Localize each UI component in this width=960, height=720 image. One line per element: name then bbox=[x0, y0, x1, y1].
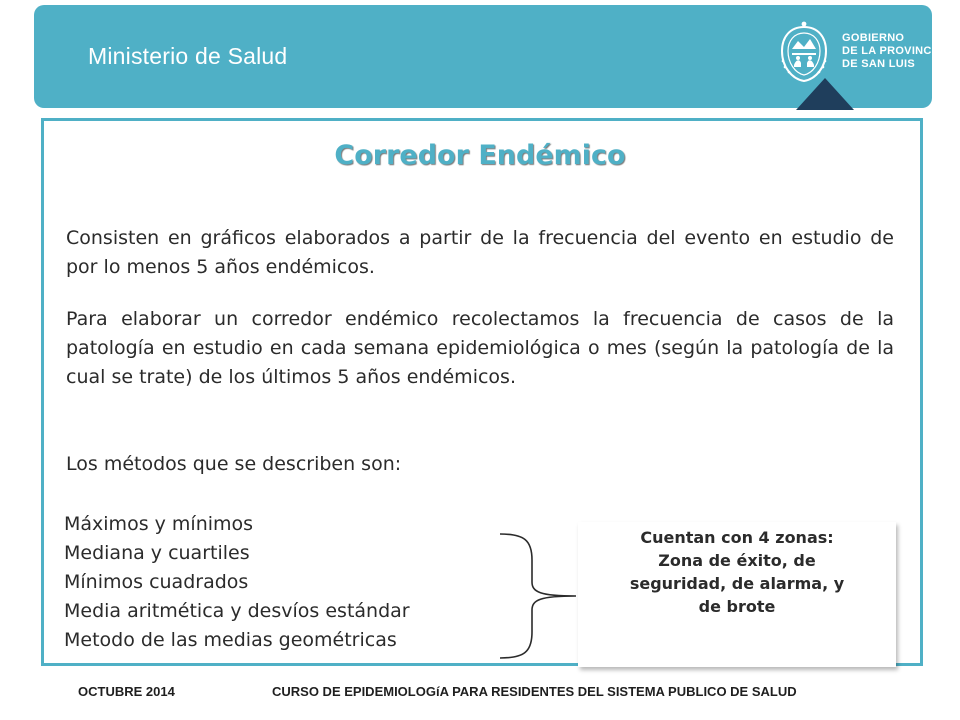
list-item: Media aritmética y desvíos estándar bbox=[64, 600, 410, 622]
footer-date: OCTUBRE 2014 bbox=[78, 684, 175, 699]
paragraph-definition: Consisten en gráficos elaborados a partir de la frecuencia del evento en estudio de por lo menos 5 años endémicos. bbox=[66, 227, 894, 278]
zones-line: Cuentan con 4 zonas: bbox=[640, 528, 834, 547]
footer-course: CURSO DE EPIDEMIOLOGíA PARA RESIDENTES DEL SISTEMA PUBLICO DE SALUD bbox=[272, 684, 797, 699]
government-line: GOBIERNO bbox=[842, 32, 905, 44]
ministry-title: Ministerio de Salud bbox=[88, 43, 288, 69]
government-label bbox=[842, 32, 943, 71]
zones-line: seguridad, de alarma, y bbox=[629, 574, 845, 593]
decorative-triangle bbox=[796, 76, 854, 110]
list-item: Mínimos cuadrados bbox=[64, 571, 249, 593]
slide-title: Corredor Endémico bbox=[334, 140, 626, 171]
list-item: Metodo de las medias geométricas bbox=[64, 629, 397, 651]
methods-list bbox=[64, 510, 410, 655]
list-item: Máximos y mínimos bbox=[64, 513, 254, 535]
right-brace-icon bbox=[498, 530, 578, 662]
zones-line: de brote bbox=[698, 597, 776, 616]
government-line: DE SAN LUIS bbox=[842, 58, 915, 70]
zones-callout-text bbox=[578, 526, 896, 618]
paragraph-methods-intro: Los métodos que se describen son: bbox=[66, 453, 402, 475]
government-line: DE LA PROVINCIA bbox=[842, 45, 944, 57]
list-item: Mediana y cuartiles bbox=[64, 542, 250, 564]
zones-line: Zona de éxito, de bbox=[658, 551, 816, 570]
paragraph-procedure: Para elaborar un corredor endémico recolectamos la frecuencia de casos de la patología en estudio en cada semana epidemiológica o mes (según la patología de la cual se trate) de los últimos 5 años endémicos. bbox=[66, 308, 894, 388]
